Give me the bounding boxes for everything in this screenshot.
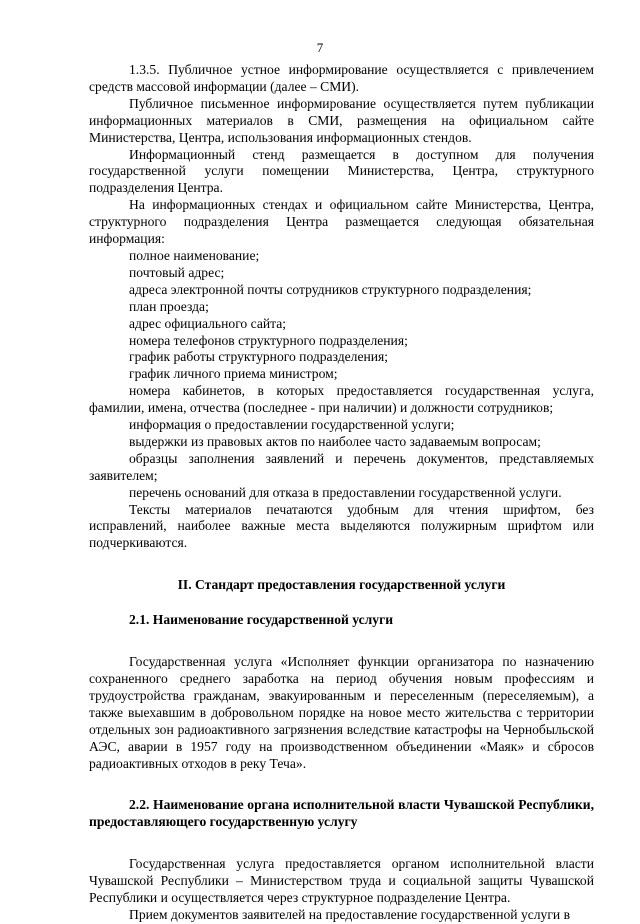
list-item: информация о предоставлении государственной услуги; [129,417,455,433]
list-item: номера кабинетов, в которых предоставляется государственная услуга, фамилии, имена, отчества (последнее - при наличии) и должности сотрудников; [89,383,594,416]
list-item: план проезда; [129,298,209,314]
paragraph-1-3-5: 1.3.5. Публичное устное информирование осуществляется с привлечением средств массовой информации (далее – СМИ). [89,62,594,94]
page-number: 7 [316,40,324,55]
list-item: полное наименование; [129,247,260,263]
mandatory-info-list [89,248,594,502]
list-item: образцы заполнения заявлений и перечень документов, представляемых заявителем; [89,450,594,483]
list-item: выдержки из правовых актов по наиболее часто задаваемым вопросам; [129,433,541,449]
paragraph-document-intake: Прием документов заявителей на предоставление государственной услуги в [129,906,571,922]
list-item: перечень оснований для отказа в предоставлении государственной услуги. [129,484,562,500]
paragraph-info-stand: Информационный стенд размещается в доступном для получения государственной услуги помещении Министерства, Центра, структурного подразделения Центра. [89,146,594,196]
paragraph-service-name: Государственная услуга «Исполняет функции организатора по назначению сохраненного среднего заработка на период обучения новым профессиям и трудоустройства гражданам, эвакуированным и переселенным (переселяемым), а также выехавшим в добровольном порядке на новое место жительства с территории отдельных зон радиоактивного загрязнения вследствие катастрофы на Чернобыльской АЭС, аварии в 1957 году на производственном объединении «Маяк» и сбросов радиоактивных отходов в реку Теча». [89,654,594,771]
paragraph-executive-body: Государственная услуга предоставляется органом исполнительной власти Чувашской Республики – Министерством труда и социальной защиты Чувашской Республики и осуществляется через структурное подразделение Центра. [89,856,594,906]
list-item: адрес официального сайта; [129,315,287,331]
list-item: график личного приема министром; [129,366,338,382]
subsection-heading-2-1: 2.1. Наименование государственной услуги [129,612,394,628]
list-item: адреса электронной почты сотрудников структурного подразделения; [129,281,532,297]
list-item: номера телефонов структурного подразделения; [129,332,408,348]
document-body [89,62,594,924]
list-item: почтовый адрес; [129,264,225,280]
list-item: график работы структурного подразделения; [129,349,389,365]
paragraph-text-materials: Тексты материалов печатаются удобным для чтения шрифтом, без исправлений, наиболее важные места выделяются полужирным шрифтом или подчеркиваются. [89,501,594,551]
section-heading-ii: II. Стандарт предоставления государственной услуги [177,577,506,593]
paragraph-written-info: Публичное письменное информирование осуществляется путем публикации информационных материалов в СМИ, размещения на официальном сайте Министерства, Центра, использования информационных стендов. [89,95,594,145]
paragraph-mandatory-info: На информационных стендах и официальном сайте Министерства, Центра, структурного подразделения Центра размещается следующая обязательная информация: [89,197,594,247]
subsection-heading-2-2: 2.2. Наименование органа исполнительной власти Чувашской Республики, предоставляющего государственную услугу [89,797,594,830]
